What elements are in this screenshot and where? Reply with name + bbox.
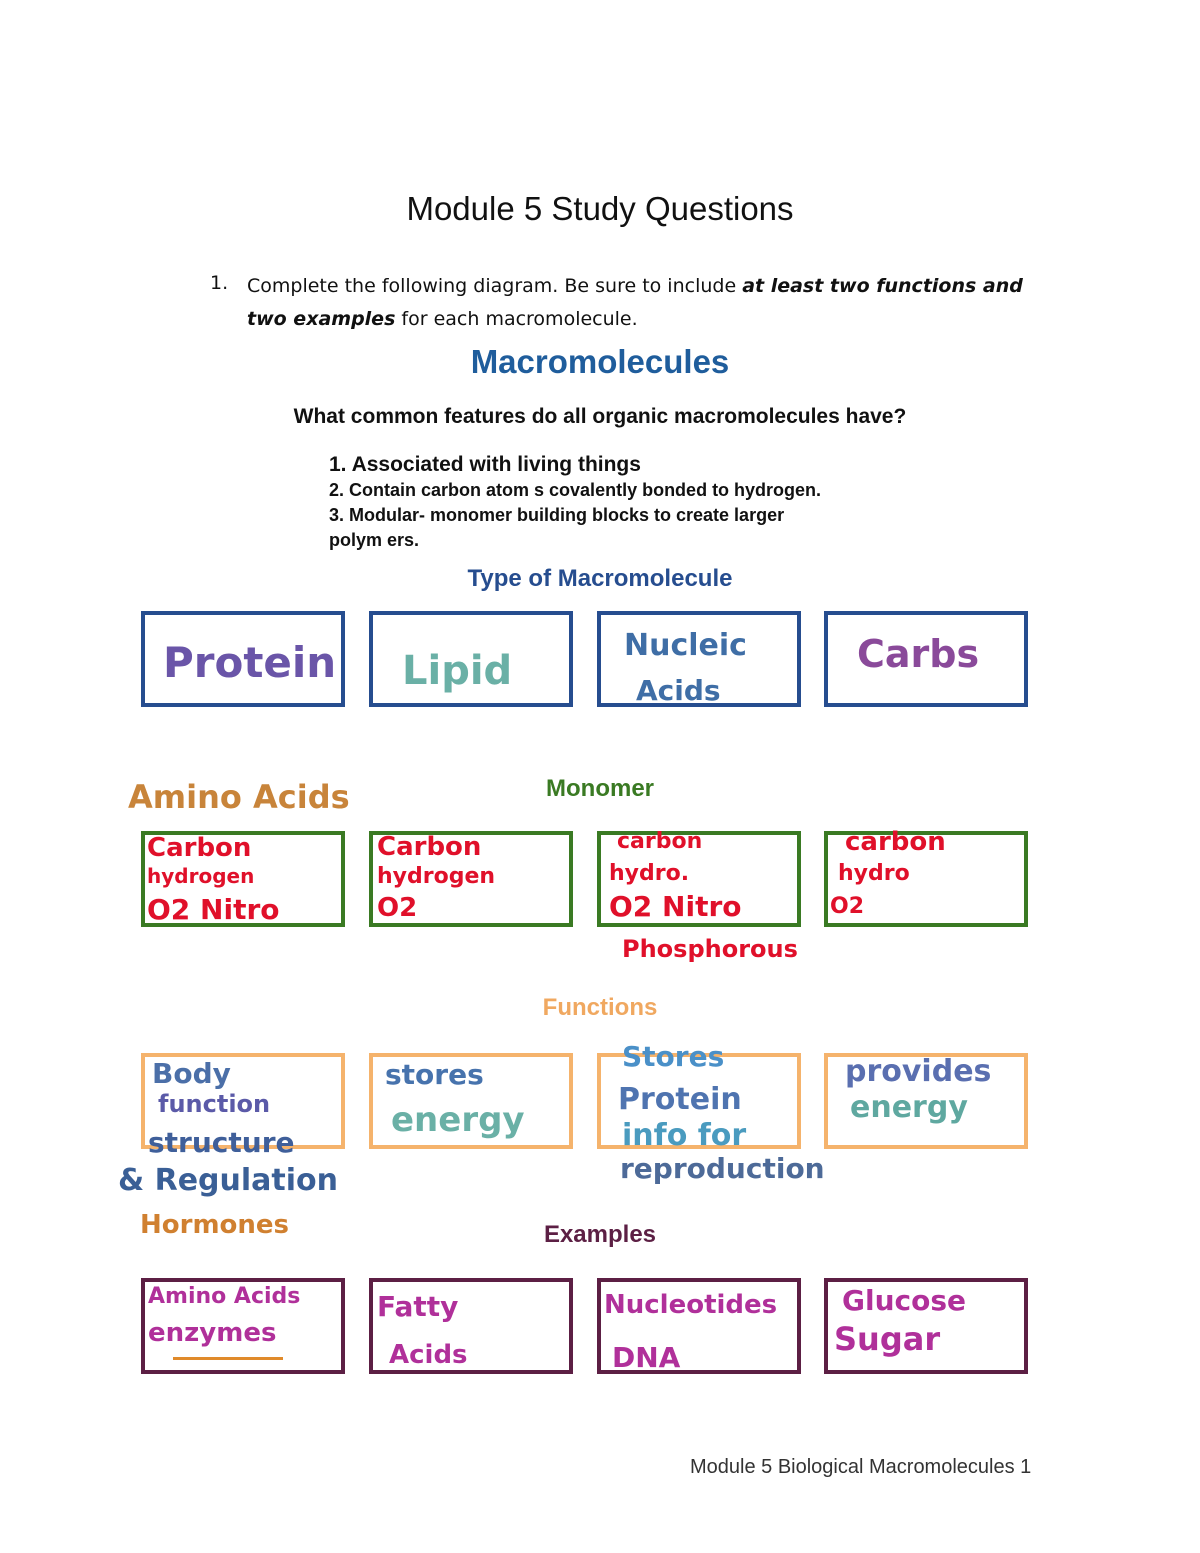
section-label-functions: Functions <box>542 994 658 1021</box>
feature-item: 3. Modular- monomer building blocks to create larger <box>329 505 785 525</box>
type-carbs-text: Carbs <box>857 632 980 676</box>
function-protein-extra1: structure <box>148 1126 295 1159</box>
function-protein-extra2: & Regulation <box>118 1163 339 1198</box>
monomer-lipid-l2: hydrogen <box>377 864 496 889</box>
example-nucleic-l1: Nucleotides <box>604 1290 778 1320</box>
features-list <box>329 452 929 553</box>
function-nucleic-extra2: reproduction <box>620 1152 825 1185</box>
function-lipid-l1: stores <box>385 1058 484 1091</box>
question-number: 1. <box>210 272 229 294</box>
function-protein-l2: function <box>158 1090 271 1118</box>
page-title: Module 5 Study Questions <box>406 190 794 227</box>
monomer-nucleic-l1: carbon <box>617 829 703 854</box>
example-protein-l1: Amino Acids <box>148 1284 301 1309</box>
example-lipid-l2: Acids <box>389 1340 468 1370</box>
feature-item: 1. Associated with living things <box>329 453 641 476</box>
monomer-protein-l3: O2 Nitro <box>147 893 280 926</box>
function-carbs-l2: energy <box>850 1090 968 1125</box>
function-nucleic-l2: Protein <box>618 1082 742 1117</box>
type-nucleic-text: Nucleic <box>624 628 747 663</box>
section-label-examples: Examples <box>543 1221 657 1248</box>
function-protein-l1: Body <box>152 1057 231 1090</box>
monomer-note-amino-acids: Amino Acids <box>128 778 350 816</box>
example-lipid-l1: Fatty <box>377 1290 459 1323</box>
feature-item: polym ers. <box>329 530 420 550</box>
type-acids-text: Acids <box>636 674 721 707</box>
monomer-lipid-l3: O2 <box>377 893 418 923</box>
monomer-carbs-l2: hydro <box>838 861 910 886</box>
feature-item: 2. Contain carbon atom s covalently bonded to hydrogen. <box>329 480 822 500</box>
question-text-after: for each macromolecule. <box>395 308 638 330</box>
function-lipid-l2: energy <box>391 1100 525 1140</box>
monomer-carbs-l1: carbon <box>845 827 946 857</box>
function-nucleic-extra1: info for <box>622 1118 747 1153</box>
function-protein-extra3: Hormones <box>140 1210 290 1240</box>
question-emphasis: at least two functions and two examples <box>247 275 1023 330</box>
question-text <box>247 270 1047 336</box>
monomer-protein-l2: hydrogen <box>147 864 255 888</box>
monomer-nucleic-l3: O2 Nitro <box>609 890 742 923</box>
function-carbs-l1: provides <box>845 1054 992 1089</box>
diagram-heading: Macromolecules <box>470 343 730 380</box>
type-lipid-text: Lipid <box>402 648 513 694</box>
example-protein-underline <box>173 1357 283 1360</box>
monomer-protein-l1: Carbon <box>147 833 252 863</box>
type-protein-text: Protein <box>163 638 337 687</box>
section-label-type: Type of Macromolecule <box>467 565 733 592</box>
page-footer: Module 5 Biological Macromolecules 1 <box>690 1456 1032 1478</box>
function-nucleic-l1: Stores <box>622 1040 725 1073</box>
monomer-lipid-l1: Carbon <box>377 832 482 862</box>
monomer-nucleic-l2: hydro. <box>609 861 690 886</box>
monomer-nucleic-extra: Phosphorous <box>622 935 798 963</box>
question-text-before: Complete the following diagram. Be sure to include <box>247 275 743 297</box>
monomer-carbs-l3: O2 <box>830 894 865 919</box>
example-protein-l2: enzymes <box>148 1318 277 1348</box>
section-label-monomer: Monomer <box>546 775 654 802</box>
features-question: What common features do all organic macromolecules have? <box>293 405 907 428</box>
example-carbs-l1: Glucose <box>842 1284 967 1317</box>
example-carbs-l2: Sugar <box>834 1320 941 1358</box>
example-nucleic-l2: DNA <box>612 1341 681 1374</box>
